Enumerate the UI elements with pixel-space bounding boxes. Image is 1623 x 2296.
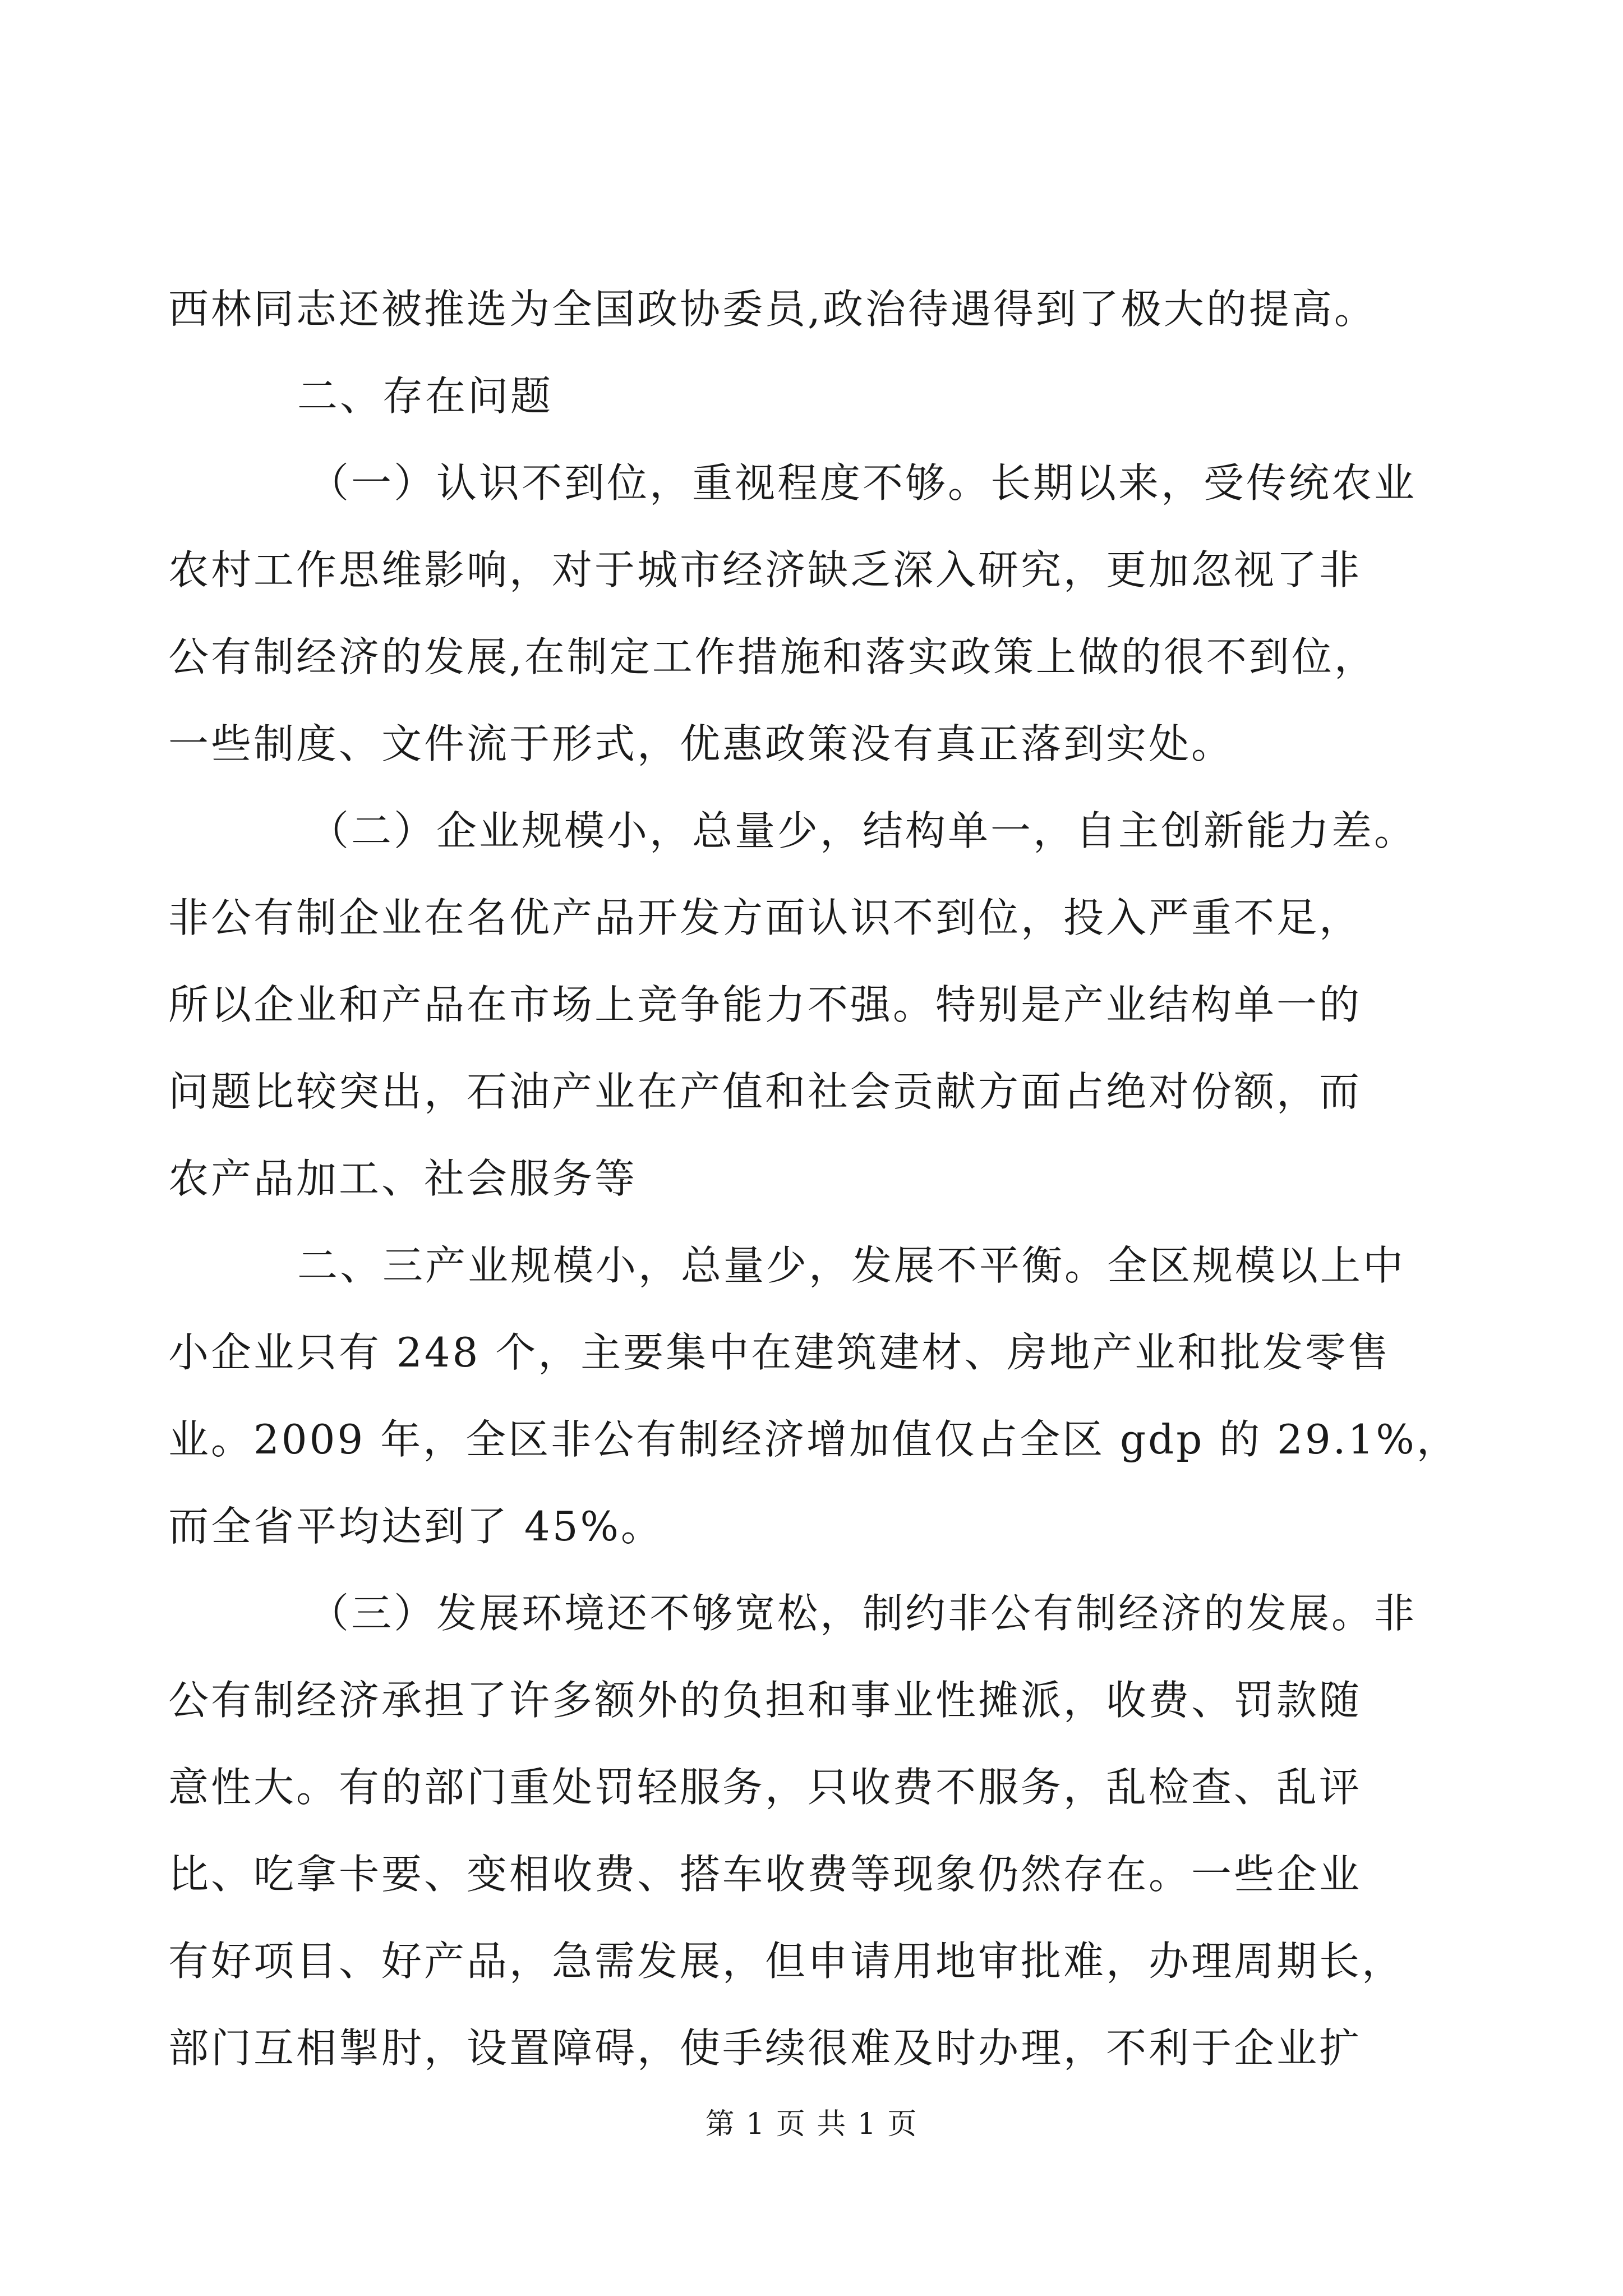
body-line: 小企业只有 248 个，主要集中在建筑建材、房地产业和批发零售: [168, 1329, 1391, 1376]
body-line: 而全省平均达到了 45%。: [168, 1503, 663, 1550]
body-line: 公有制经济的发展,在制定工作措施和落实政策上做的很不到位，: [168, 633, 1377, 680]
paragraph-start: （三）发展环境还不够宽松，制约非公有制经济的发展。非: [308, 1590, 1417, 1637]
body-line: 业。2009 年，全区非公有制经济增加值仅占全区 gdp 的 29.1%，: [168, 1416, 1459, 1463]
body-line: 公有制经济承担了许多额外的负担和事业性摊派，收费、罚款随: [168, 1677, 1362, 1724]
document-body: [168, 266, 1458, 2092]
body-line: 比、吃拿卡要、变相收费、搭车收费等现象仍然存在。一些企业: [168, 1851, 1362, 1898]
body-line: 农产品加工、社会服务等: [168, 1155, 638, 1202]
page-footer: [0, 2105, 1623, 2144]
body-line: 所以企业和产品在市场上竞争能力不强。特别是产业结构单一的: [168, 981, 1362, 1028]
paragraph-start: 二、三产业规模小，总量少，发展不平衡。全区规模以上中: [297, 1242, 1406, 1289]
body-line: 一些制度、文件流于形式，优惠政策没有真正落到实处。: [168, 720, 1234, 767]
body-line: 有好项目、好产品，急需发展，但申请用地审批难，办理周期长，: [168, 1938, 1405, 1985]
body-line: 非公有制企业在名优产品开发方面认识不到位，投入严重不足，: [168, 894, 1362, 941]
page-number-label: 第 1 页 共 1 页: [705, 2108, 918, 2141]
paragraph-start: （一）认识不到位，重视程度不够。长期以来，受传统农业: [308, 459, 1417, 507]
body-line: 西林同志还被推选为全国政协委员,政治待遇得到了极大的提高。: [168, 286, 1377, 333]
body-line: 问题比较突出，石油产业在产值和社会贡献方面占绝对份额，而: [168, 1068, 1362, 1115]
body-line: 农村工作思维影响，对于城市经济缺乏深入研究，更加忽视了非: [168, 546, 1362, 593]
body-line: 部门互相掣肘，设置障碍，使手续很难及时办理，不利于企业扩: [168, 2024, 1362, 2072]
paragraph-start: （二）企业规模小，总量少，结构单一，自主创新能力差。: [308, 807, 1417, 854]
section-heading: 二、存在问题: [297, 372, 554, 420]
body-line: 意性大。有的部门重处罚轻服务，只收费不服务，乱检查、乱评: [168, 1764, 1362, 1811]
